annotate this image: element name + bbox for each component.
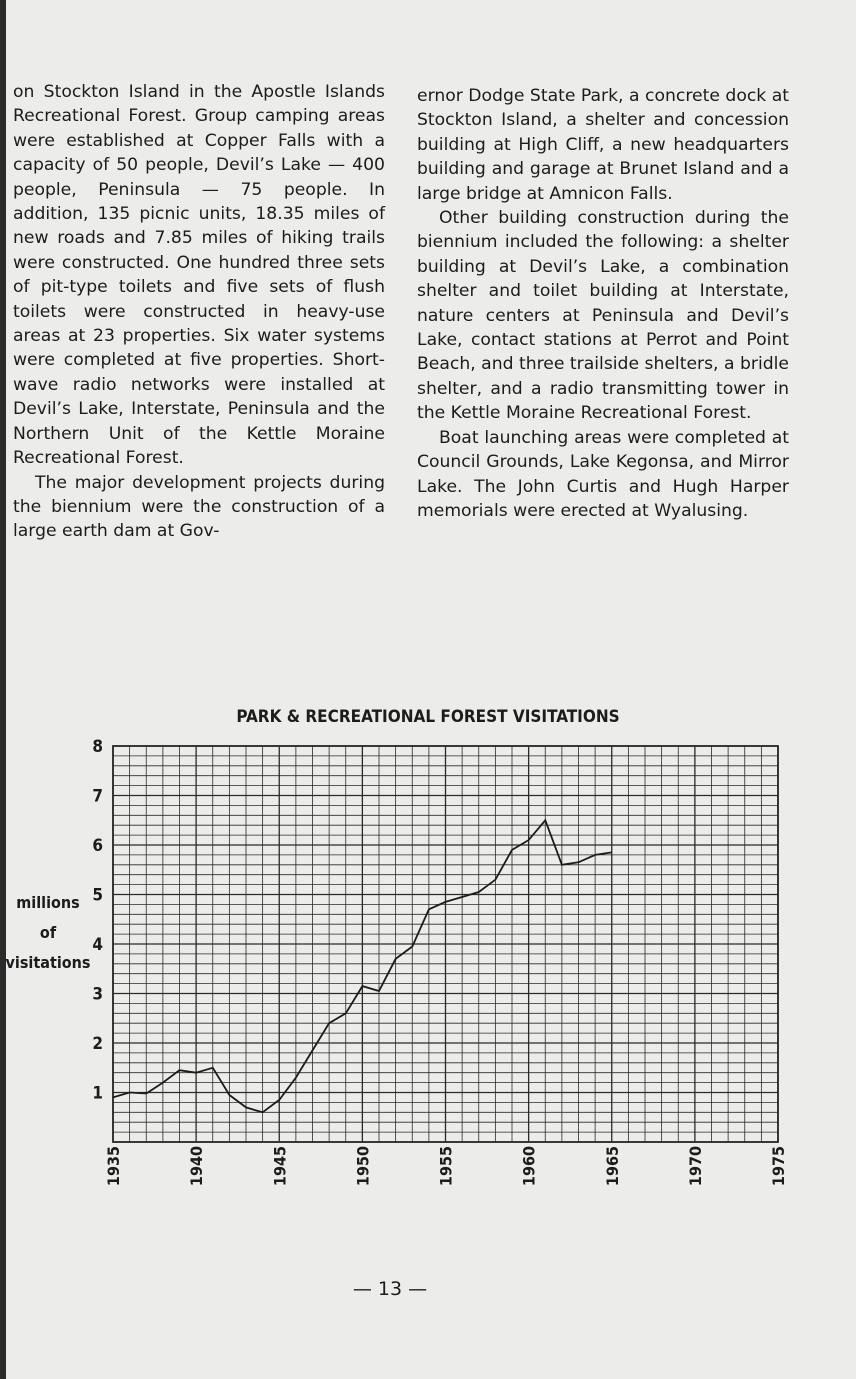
- y-tick-label: 1: [92, 1083, 103, 1104]
- x-tick-label: 1950: [353, 1146, 373, 1187]
- page-number: — 13 —: [352, 1278, 428, 1300]
- x-tick-label: 1935: [104, 1146, 123, 1187]
- y-tick-label: 8: [92, 737, 103, 757]
- y-tick-label: 5: [92, 885, 103, 906]
- y-tick-label: 6: [92, 836, 103, 856]
- y-tick-label: 4: [92, 935, 103, 955]
- y-tick-label: 7: [92, 786, 103, 807]
- paragraph: on Stockton Island in the Apostle Islands Recreational Forest. Group camping areas were established at Copper Falls with a capacity of 50 people, Devil’s Lake — 400 people, Peninsula — 75 people. In addition, 135 picnic units, 18.35 miles of new roads and 7.85 miles of hiking trails were constructed. One hundred three sets of pit-type toilets and five sets of flush toilets were constructed in heavy-use areas at 23 properties. Six water systems were completed at five properties. Short-wave radio networks were installed at Devil’s Lake, Interstate, Peninsula and the Northern Unit of the Kettle Moraine Recreational Forest.: [13, 82, 385, 469]
- x-tick-label: 1965: [602, 1146, 622, 1187]
- y-axis-label: [6, 893, 91, 972]
- visitations-chart: [0, 690, 856, 1210]
- chart-title: PARK & RECREATIONAL FOREST VISITATIONS: [236, 707, 620, 727]
- chart-grid: [113, 746, 778, 1142]
- y-tick-label: 3: [92, 984, 103, 1005]
- x-tick-label: 1945: [270, 1146, 290, 1187]
- left-text-column: [13, 80, 385, 544]
- x-tick-label: 1975: [769, 1146, 788, 1187]
- y-axis-ticks: [92, 737, 103, 1104]
- y-tick-label: 2: [92, 1034, 103, 1054]
- y-axis-label-word: of: [39, 923, 57, 942]
- x-tick-label: 1955: [436, 1146, 456, 1187]
- y-axis-label-word: visitations: [5, 953, 91, 972]
- paragraph: Other building construction during the biennium included the following: a shelter building at Devil’s Lake, a combination shelter and toilet building at Interstate, nature centers at Peninsula and Devil’s Lake, contact stations at Perrot and Point Beach, and three trailside shelters, a bridle shelter, and a radio transmitting tower in the Kettle Moraine Recreational Forest.: [417, 208, 789, 424]
- x-axis-ticks: [104, 1146, 788, 1186]
- paragraph: The major development projects during the biennium were the construction of a large earth dam at Gov-: [13, 472, 385, 542]
- y-axis-label-word: millions: [16, 893, 80, 912]
- paragraph: Boat launching areas were completed at Council Grounds, Lake Kegonsa, and Mirror Lake. The John Curtis and Hugh Harper memorials were erected at Wyalusing.: [417, 427, 789, 521]
- x-tick-label: 1940: [187, 1146, 207, 1187]
- paragraph: ernor Dodge State Park, a concrete dock at Stockton Island, a shelter and concession building at High Cliff, a new headquarters building and garage at Brunet Island and a large bridge at Amnicon Falls.: [417, 86, 789, 204]
- x-tick-label: 1960: [519, 1146, 539, 1187]
- x-tick-label: 1970: [685, 1146, 705, 1187]
- right-text-column: [417, 84, 789, 523]
